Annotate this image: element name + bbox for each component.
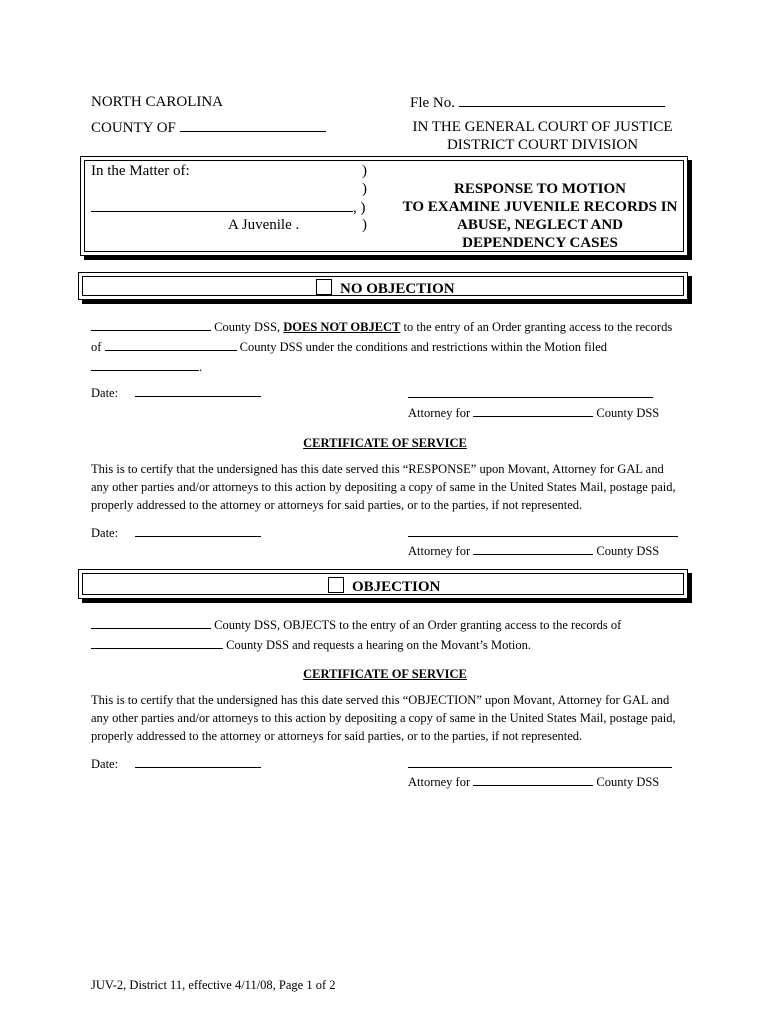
title-line-2: TO EXAMINE JUVENILE RECORDS IN bbox=[402, 199, 678, 215]
date-blank[interactable] bbox=[135, 755, 261, 768]
motion-filed-blank[interactable] bbox=[91, 358, 199, 371]
records-county-blank[interactable] bbox=[91, 636, 223, 649]
county-blank[interactable] bbox=[180, 119, 326, 132]
certificate-heading: CERTIFICATE OF SERVICE bbox=[303, 436, 467, 450]
date-blank[interactable] bbox=[135, 384, 261, 397]
objection-checkbox[interactable] bbox=[328, 577, 344, 593]
certificate-line-2: any other parties and/or attorneys to this action by depositing a copy of same in the United States Mail, postage paid, bbox=[91, 711, 676, 725]
text-conditions: County DSS under the conditions and restrictions within the Motion filed bbox=[239, 340, 607, 354]
objection-heading[interactable] bbox=[328, 577, 440, 596]
file-number-blank[interactable] bbox=[459, 94, 665, 107]
court-line-2: DISTRICT COURT DIVISION bbox=[446, 137, 639, 153]
no-objection-line-3 bbox=[91, 358, 202, 375]
attorney-for-label: Attorney for bbox=[408, 544, 471, 558]
county-dss-label: County DSS bbox=[596, 406, 660, 420]
attorney-for-line bbox=[408, 404, 659, 421]
objection-label: OBJECTION bbox=[352, 579, 441, 595]
certificate-line-1: This is to certify that the undersigned has this date served this “OBJECTION” upon Movant, Attorney for GAL and bbox=[91, 693, 670, 707]
file-number-label: Fle No. bbox=[410, 95, 455, 111]
attorney-for-line bbox=[408, 542, 659, 559]
no-objection-line-1 bbox=[91, 318, 672, 335]
date-blank[interactable] bbox=[135, 524, 261, 537]
juvenile-name-field[interactable] bbox=[91, 199, 366, 217]
state-name: NORTH CAROLINA bbox=[91, 94, 224, 110]
juvenile-name-blank[interactable] bbox=[91, 199, 353, 212]
county-name-blank[interactable] bbox=[91, 318, 211, 331]
certificate-line-2: any other parties and/or attorneys to this action by depositing a copy of same in the United States Mail, postage paid, bbox=[91, 480, 676, 494]
certificate-date bbox=[91, 524, 261, 541]
text-hearing: County DSS and requests a hearing on the Movant’s Motion. bbox=[226, 638, 531, 652]
date-label: Date: bbox=[91, 526, 119, 540]
title-line-3: ABUSE, NEGLECT AND bbox=[456, 217, 624, 233]
paren-2: ) bbox=[362, 181, 367, 197]
text-objects: County DSS, OBJECTS to the entry of an Order granting access to the records of bbox=[214, 618, 622, 632]
file-number-field[interactable] bbox=[410, 94, 665, 112]
title-line-1: RESPONSE TO MOTION bbox=[454, 181, 626, 197]
certificate-line-3: properly addressed to the attorney or attorneys for said parties, or to the parties, if not represented. bbox=[91, 498, 583, 512]
text-county-dss: County DSS, bbox=[214, 320, 281, 334]
does-not-object-text: DOES NOT OBJECT bbox=[283, 320, 401, 334]
certificate-line-1: This is to certify that the undersigned has this date served this “RESPONSE” upon Movant, Attorney for GAL and bbox=[91, 462, 664, 476]
date-label: Date: bbox=[91, 386, 119, 400]
county-dss-label: County DSS bbox=[596, 775, 660, 789]
signature-line[interactable] bbox=[408, 536, 678, 537]
no-objection-date bbox=[91, 384, 261, 401]
court-line-1: IN THE GENERAL COURT OF JUSTICE bbox=[412, 119, 673, 135]
no-objection-checkbox[interactable] bbox=[316, 279, 332, 295]
paren-4: ) bbox=[362, 217, 367, 233]
attorney-county-blank[interactable] bbox=[473, 773, 593, 786]
juvenile-label: A Juvenile . bbox=[228, 217, 300, 233]
no-objection-label: NO OBJECTION bbox=[340, 281, 455, 297]
records-county-blank[interactable] bbox=[105, 338, 237, 351]
matter-label: In the Matter of: bbox=[91, 163, 190, 179]
text-of: of bbox=[91, 340, 102, 354]
objection-line-1 bbox=[91, 616, 621, 633]
text-order-access: to the entry of an Order granting access to the records bbox=[403, 320, 673, 334]
certificate-line-3: properly addressed to the attorney or attorneys for said parties, or to the parties, if not represented. bbox=[91, 729, 583, 743]
attorney-for-label: Attorney for bbox=[408, 775, 471, 789]
attorney-county-blank[interactable] bbox=[473, 404, 593, 417]
date-label: Date: bbox=[91, 757, 119, 771]
period: . bbox=[199, 360, 203, 374]
signature-line[interactable] bbox=[408, 397, 653, 398]
county-name-blank[interactable] bbox=[91, 616, 211, 629]
title-line-4: DEPENDENCY CASES bbox=[462, 235, 618, 251]
no-objection-heading[interactable] bbox=[316, 279, 455, 298]
attorney-county-blank[interactable] bbox=[473, 542, 593, 555]
certificate-date bbox=[91, 755, 261, 772]
county-dss-label: County DSS bbox=[596, 544, 660, 558]
attorney-for-label: Attorney for bbox=[408, 406, 471, 420]
no-objection-line-2 bbox=[91, 338, 607, 355]
signature-line[interactable] bbox=[408, 767, 672, 768]
paren-3: , ) bbox=[353, 200, 366, 216]
county-field[interactable] bbox=[91, 119, 326, 137]
paren-1: ) bbox=[362, 163, 367, 179]
certificate-heading: CERTIFICATE OF SERVICE bbox=[303, 667, 467, 681]
attorney-for-line bbox=[408, 773, 659, 790]
footer-text: JUV-2, District 11, effective 4/11/08, Page 1 of 2 bbox=[91, 978, 336, 992]
objection-line-2 bbox=[91, 636, 531, 653]
county-label: COUNTY OF bbox=[91, 120, 176, 136]
